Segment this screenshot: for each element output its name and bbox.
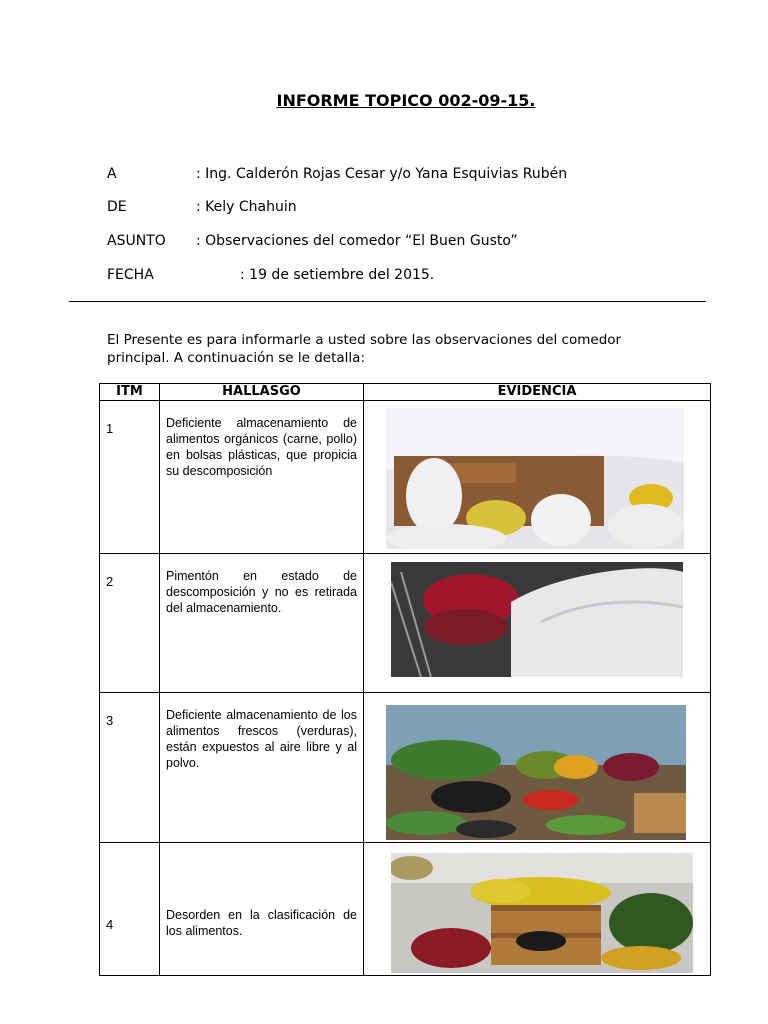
evidence-photo-freezer-meat bbox=[386, 408, 684, 549]
date-label: FECHA bbox=[107, 267, 154, 283]
to-value: : Ing. Calderón Rojas Cesar y/o Yana Esquivias Rubén bbox=[196, 166, 568, 182]
evidence-photo-storage-disorder bbox=[391, 853, 693, 973]
evidence-photo-pepper bbox=[391, 562, 683, 677]
table-row bbox=[100, 843, 711, 976]
evidence-cell bbox=[364, 554, 711, 693]
findings-table bbox=[99, 383, 711, 976]
table-row bbox=[100, 401, 711, 554]
table-row bbox=[100, 554, 711, 693]
report-title: INFORME TOPICO 002-09-15. bbox=[276, 91, 536, 110]
intro-paragraph: El Presente es para informarle a usted sobre las observaciones del comedor principal. A continuación se le detalla: bbox=[107, 332, 622, 366]
subject-label: ASUNTO bbox=[107, 233, 166, 249]
table-row bbox=[100, 693, 711, 843]
evidence-cell bbox=[364, 843, 711, 976]
item-number: 4 bbox=[100, 843, 160, 976]
finding-text: Pimentón en estado de descomposición y no es retirada del almacenamiento. bbox=[160, 554, 364, 693]
from-value: : Kely Chahuin bbox=[196, 199, 297, 215]
item-number: 3 bbox=[100, 693, 160, 843]
evidence-cell bbox=[364, 401, 711, 554]
finding-text: Deficiente almacenamiento de los alimentos frescos (verduras), están expuestos al aire libre y al polvo. bbox=[160, 693, 364, 843]
subject-value: : Observaciones del comedor “El Buen Gusto” bbox=[196, 233, 518, 249]
finding-text: Deficiente almacenamiento de alimentos orgánicos (carne, pollo) en bolsas plásticas, que propicia su descomposición bbox=[160, 401, 364, 554]
header-divider bbox=[69, 301, 706, 302]
col-header-finding: HALLASGO bbox=[160, 384, 364, 401]
finding-text: Desorden en la clasificación de los alimentos. bbox=[160, 843, 364, 976]
item-number: 2 bbox=[100, 554, 160, 693]
table-header-row bbox=[100, 384, 711, 401]
from-label: DE bbox=[107, 199, 127, 215]
evidence-photo-vegetables bbox=[386, 705, 686, 840]
item-number: 1 bbox=[100, 401, 160, 554]
date-value: : 19 de setiembre del 2015. bbox=[240, 267, 435, 283]
to-label: A bbox=[107, 166, 117, 182]
col-header-evidence: EVIDENCIA bbox=[364, 384, 711, 401]
evidence-cell bbox=[364, 693, 711, 843]
col-header-itm: ITM bbox=[100, 384, 160, 401]
